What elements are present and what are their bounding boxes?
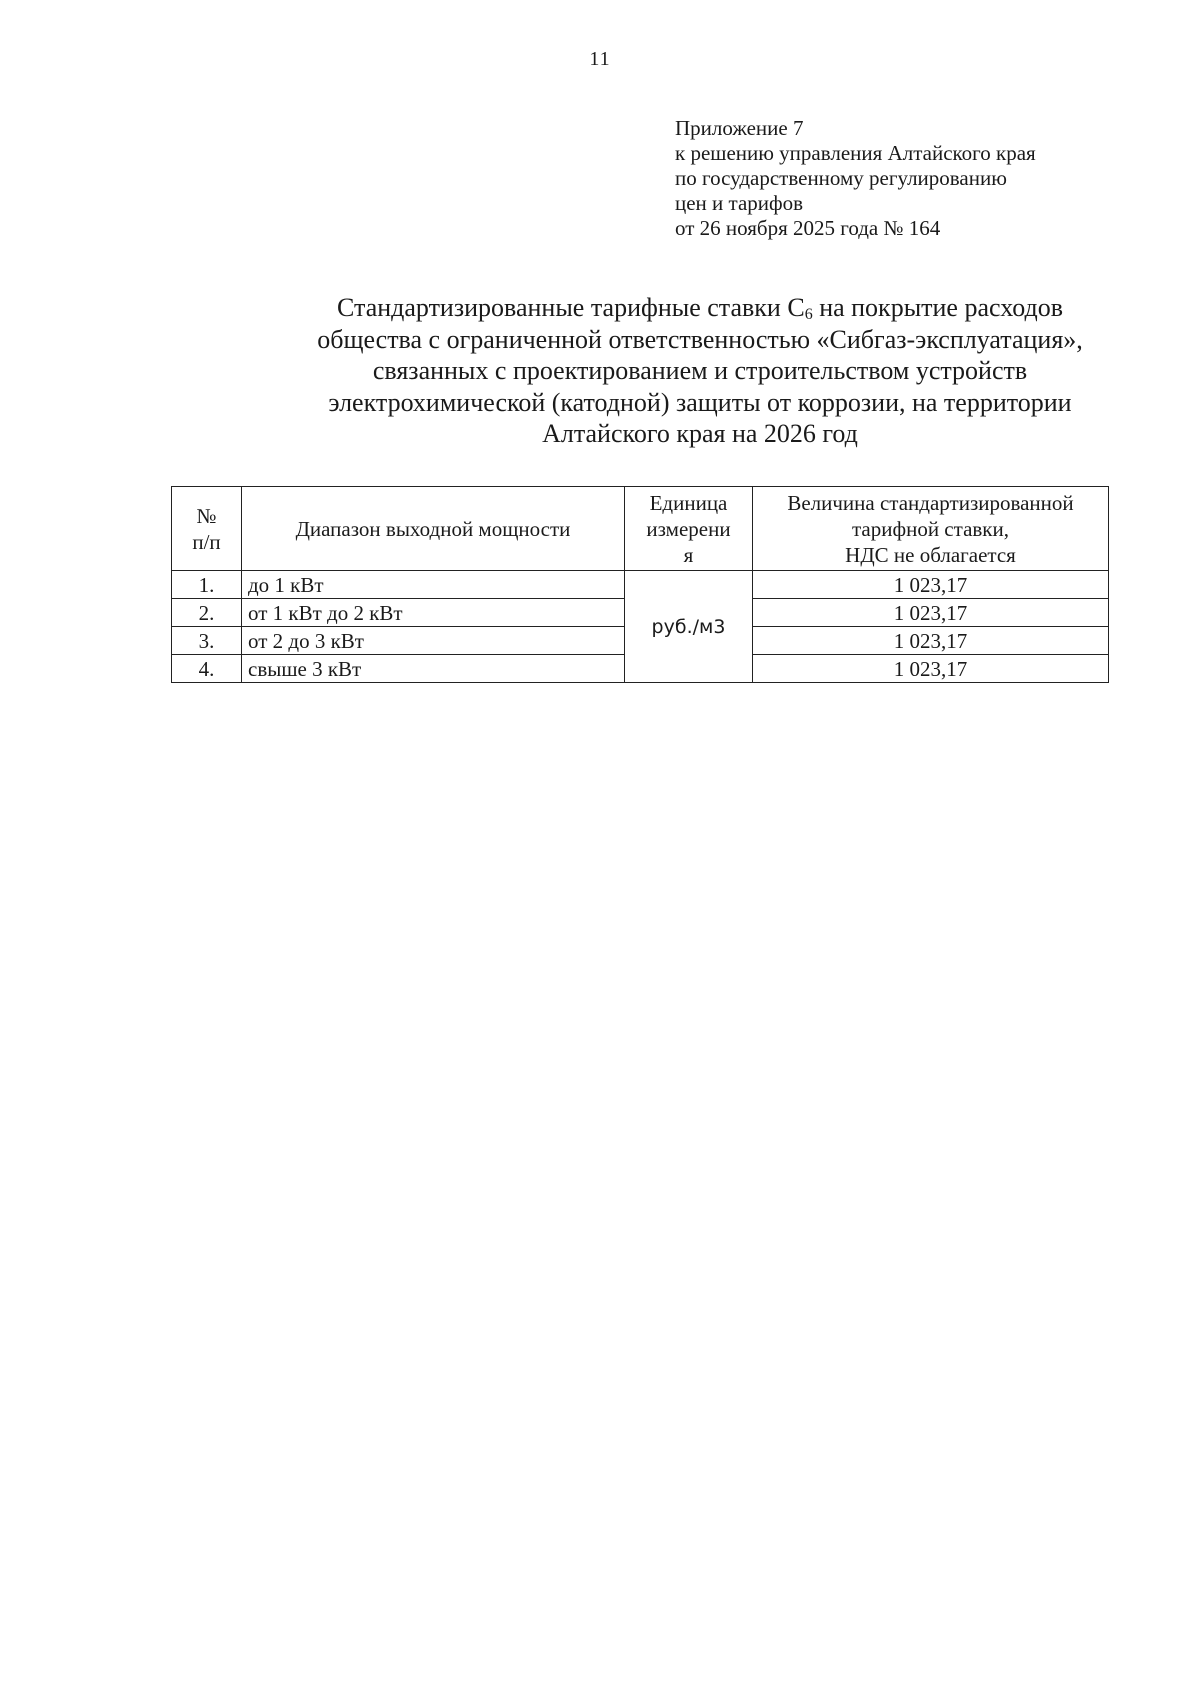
title-line-5: Алтайского края на 2026 год [542,419,858,448]
appendix-line: от 26 ноября 2025 года № 164 [675,216,941,240]
header-range: Диапазон выходной мощности [242,487,625,571]
cell-range: до 1 кВт [242,571,625,599]
cell-value: 1 023,17 [753,627,1109,655]
cell-range: от 1 кВт до 2 кВт [242,599,625,627]
cell-unit-merged: руб./м3 [625,571,753,683]
title-line-1: Стандартизированные тарифные ставки $С_6$ на покрытие расходов [337,293,1063,323]
cell-range: свыше 3 кВт [242,655,625,683]
cell-num: 3. [172,627,242,655]
cell-range: от 2 до 3 кВт [242,627,625,655]
cell-value: 1 023,17 [753,571,1109,599]
appendix-line: Приложение 7 [675,116,804,140]
appendix-line: по государственному регулированию [675,166,1007,190]
cell-value: 1 023,17 [753,599,1109,627]
appendix-line: к решению управления Алтайского края [675,141,1036,165]
header-value: Величина стандартизированной тарифной ставки, НДС не облагается [753,487,1109,571]
cell-num: 1. [172,571,242,599]
appendix-block [675,116,1115,241]
cell-num: 2. [172,599,242,627]
table-header-row [172,487,1109,571]
title-line-4: электрохимической (катодной) защиты от коррозии, на территории [328,387,1072,417]
cell-value: 1 023,17 [753,655,1109,683]
page-number: 11 [589,48,611,70]
header-num: № п/п [172,487,242,571]
header-unit: Единица измерени я [625,487,753,571]
tariff-table [171,486,1109,683]
cell-num: 4. [172,655,242,683]
table-row [172,571,1109,599]
title-line-2: общества с ограниченной ответственностью «Сибгаз-эксплуатация», [317,324,1083,354]
document-title [150,292,1200,450]
title-line-3: связанных с проектированием и строительством устройств [372,356,1028,385]
title-subscript: 6 [804,306,813,323]
appendix-line: цен и тарифов [675,191,804,215]
